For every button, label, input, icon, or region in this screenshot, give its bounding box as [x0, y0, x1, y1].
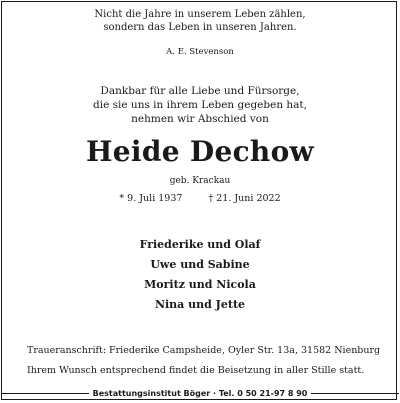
intro-line-1: Dankbar für alle Liebe und Fürsorge,: [100, 85, 300, 97]
mourner-1: Friederike und Olaf: [139, 238, 261, 251]
funeral-home-contact: Bestattungsinstitut Böger · Tel. 0 50 21-97 8 90: [89, 389, 312, 398]
birth-name: geb. Krackau: [169, 176, 231, 186]
quote-author: A. E. Stevenson: [166, 47, 234, 57]
deceased-name: Heide Dechow: [86, 135, 314, 168]
funeral-home-footer: [0, 388, 400, 402]
life-dates: [0, 193, 400, 204]
mourning-address: Traueranschrift: Friederike Campsheide, Oyler Str. 13a, 31582 Nienburg: [27, 345, 381, 356]
burial-note: Ihrem Wunsch entsprechend findet die Beisetzung in aller Stille statt.: [27, 365, 365, 376]
intro-line-2: die sie uns in ihrem Leben gegeben hat,: [93, 99, 307, 111]
mourner-3: Moritz und Nicola: [144, 278, 256, 291]
quote-line-1: Nicht die Jahre in unserem Leben zählen,: [94, 9, 306, 20]
intro-line-3: nehmen wir Abschied von: [131, 113, 269, 125]
mourner-2: Uwe und Sabine: [150, 258, 250, 271]
birth-date: * 9. Juli 1937: [119, 193, 183, 204]
mourner-4: Nina und Jette: [154, 298, 246, 311]
quote-line-2: sondern das Leben in unseren Jahren.: [103, 22, 297, 33]
death-date: † 21. Juni 2022: [208, 193, 281, 204]
